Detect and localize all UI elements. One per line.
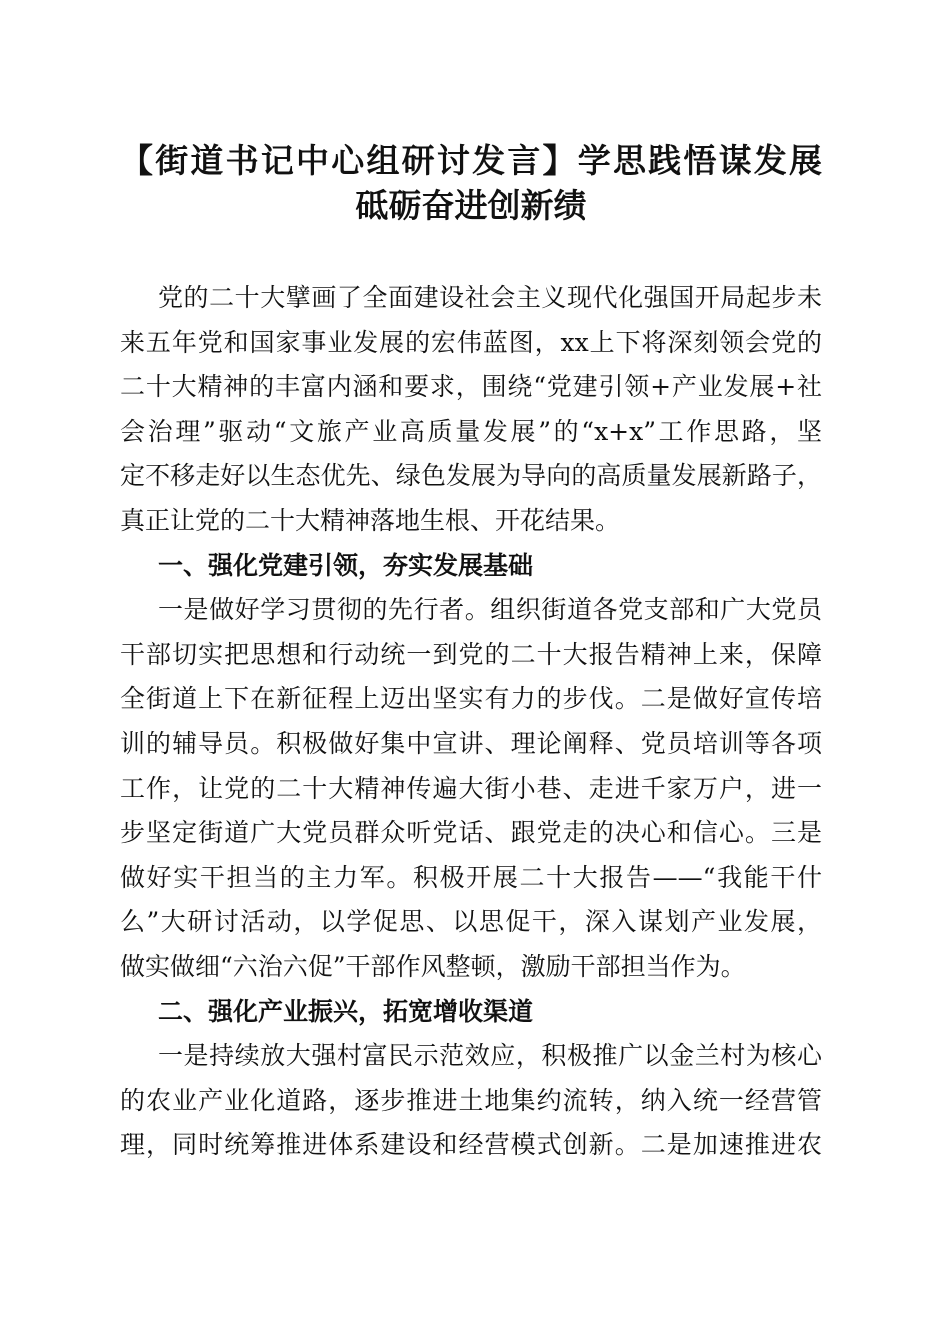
document-title-line-1: 【街道书记中心组研讨发言】学思践悟谋发展 <box>120 141 822 180</box>
paragraph-line: 干部切实把思想和行动统一到党的二十大报告精神上来，保障 <box>120 639 822 669</box>
paragraph-line: 一是做好学习贯彻的先行者。组织街道各党支部和广大党员 <box>158 595 822 625</box>
document-title-line-2: 砥砺奋进创新绩 <box>355 186 587 225</box>
paragraph-line: 党的二十大擘画了全面建设社会主义现代化强国开局起步未 <box>158 283 822 312</box>
paragraph-line: 定不移走好以生态优先、绿色发展为导向的高质量发展新路子， <box>120 461 822 491</box>
paragraph-line: 训的辅导员。积极做好集中宣讲、理论阐释、党员培训等各项 <box>120 728 822 758</box>
section-heading: 二、强化产业振兴，拓宽增收渠道 <box>158 996 534 1026</box>
paragraph-line: 工作，让党的二十大精神传遍大街小巷、走进千家万户，进一 <box>120 773 822 803</box>
paragraph-line: 做好实干担当的主力军。积极开展二十大报告——“我能干什 <box>120 862 822 892</box>
paragraph-line: 的农业产业化道路，逐步推进土地集约流转，纳入统一经营管 <box>120 1085 822 1115</box>
paragraph-line: 来五年党和国家事业发展的宏伟蓝图，xx上下将深刻领会党的 <box>120 327 822 357</box>
paragraph-line: 理，同时统筹推进体系建设和经营模式创新。二是加速推进农 <box>120 1130 822 1160</box>
paragraph <box>120 1034 822 1168</box>
paragraph-line: 全街道上下在新征程上迈出坚实有力的步伐。二是做好宣传培 <box>120 684 822 714</box>
paragraph-line: 步坚定街道广大党员群众听党话、跟党走的决心和信心。三是 <box>120 818 822 848</box>
paragraph-line: 么”大研讨活动，以学促思、以思促干，深入谋划产业发展， <box>120 907 822 937</box>
paragraph-line: 真正让党的二十大精神落地生根、开花结果。 <box>120 505 621 535</box>
paragraph-line: 做实做细“六治六促”干部作风整顿，激励干部担当作为。 <box>120 951 746 981</box>
paragraph <box>120 276 822 544</box>
paragraph-line: 会治理”驱动“文旅产业高质量发展”的“x+x”工作思路，坚 <box>120 416 822 446</box>
paragraph-line: 二十大精神的丰富内涵和要求，围绕“党建引领+产业发展+社 <box>120 372 822 402</box>
section-heading: 一、强化党建引领，夯实发展基础 <box>158 550 534 580</box>
document-body <box>120 276 822 1168</box>
paragraph-line: 一是持续放大强村富民示范效应，积极推广以金兰村为核心 <box>158 1041 822 1071</box>
paragraph <box>120 588 822 989</box>
